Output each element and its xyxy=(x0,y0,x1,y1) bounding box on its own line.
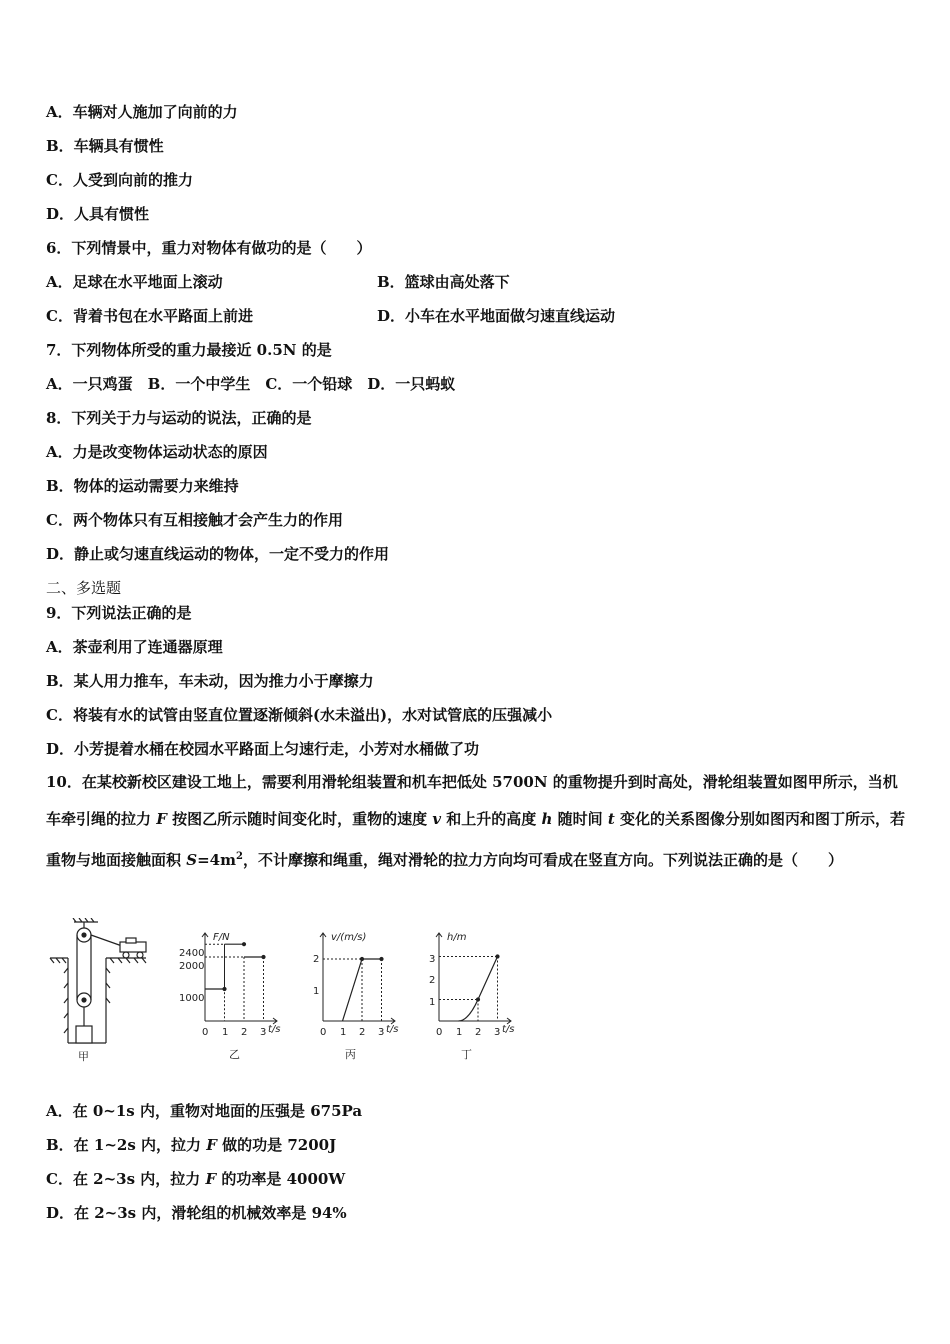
ding-x-label: t/s xyxy=(502,1024,515,1035)
q9-option-b: B．某人用力推车，车未动，因为推力小于摩擦力 xyxy=(46,672,374,690)
caption-ding: 丁 xyxy=(461,1048,472,1061)
q9-stem: 9．下列说法正确的是 xyxy=(46,604,192,622)
q9-option-d: D．小芳提着水桶在校园水平路面上匀速行走，小芳对水桶做了功 xyxy=(46,740,480,758)
q5-option-a: A．车辆对人施加了向前的力 xyxy=(46,103,238,121)
yi-ytick-2000: 2000 xyxy=(179,961,205,972)
q5-option-c: C．人受到向前的推力 xyxy=(46,171,193,189)
q7-stem: 7．下列物体所受的重力最接近 0.5N 的是 xyxy=(46,341,332,359)
q5-option-d: D．人具有惯性 xyxy=(46,205,150,223)
q10-option-c: C．在 2~3s 内，拉力 F 的功率是 4000W xyxy=(46,1170,346,1188)
yi-xtick-0: 0 xyxy=(202,1027,209,1038)
q10-stem: 10．在某校新校区建设工地上，需要利用滑轮组装置和机车把低处 5700N 的重物提升到时高处，滑轮组装置如图甲所示，当机车牵引绳的拉力 F 按图乙所示随时间变化时，重物的速度 v 和上升的高度 h 随时间 t 变化的关系图像分别如图丙和图丁所示，若重物与地面接触面积 $S=4m^2$，不计摩擦和绳重，绳对滑轮的拉力方向均可看成在竖直方向。下列说法正确的是（ ） xyxy=(46,773,906,869)
q10-figure xyxy=(46,918,526,1068)
yi-xtick-2: 2 xyxy=(241,1027,248,1038)
section-heading: 二、多选题 xyxy=(46,579,122,597)
graph-force xyxy=(179,932,281,1061)
ding-xtick-2: 2 xyxy=(475,1027,482,1038)
ding-ytick-3: 3 xyxy=(429,954,436,965)
q10-option-a: A．在 0~1s 内，重物对地面的压强是 675Pa xyxy=(46,1102,363,1120)
q5-option-b: B．车辆具有惯性 xyxy=(46,137,164,155)
yi-xtick-1: 1 xyxy=(222,1027,229,1038)
ding-y-label: h/m xyxy=(447,932,467,943)
q9-option-a: A．茶壶利用了连通器原理 xyxy=(46,638,223,656)
ding-xtick-3: 3 xyxy=(494,1027,501,1038)
q8-stem: 8．下列关于力与运动的说法，正确的是 xyxy=(46,409,312,427)
pulley-diagram xyxy=(50,918,146,1043)
q6-option-c: C．背着书包在水平路面上前进 xyxy=(46,307,253,325)
q8-option-c: C．两个物体只有互相接触才会产生力的作用 xyxy=(46,511,343,529)
caption-bing: 丙 xyxy=(345,1048,356,1061)
q6-option-b: B．篮球由高处落下 xyxy=(377,273,510,291)
velocity-point-1 xyxy=(360,957,363,960)
q7-options: A．一只鸡蛋 B．一个中学生 C．一个铅球 D．一只蚂蚁 xyxy=(46,375,456,393)
q8-option-d: D．静止或匀速直线运动的物体，一定不受力的作用 xyxy=(46,545,390,563)
q8-option-a: A．力是改变物体运动状态的原因 xyxy=(46,443,268,461)
ding-ytick-2: 2 xyxy=(429,975,436,986)
height-point-1 xyxy=(476,998,479,1001)
force-point-1 xyxy=(242,943,245,946)
q10-option-b: B．在 1~2s 内，拉力 F 做的功是 7200J xyxy=(46,1136,337,1154)
velocity-point-2 xyxy=(380,957,383,960)
graph-velocity xyxy=(313,932,399,1061)
ding-xtick-0: 0 xyxy=(436,1027,443,1038)
q6-stem: 6．下列情景中，重力对物体有做功的是（ ） xyxy=(46,239,372,257)
q6-option-d: D．小车在水平地面做匀速直线运动 xyxy=(377,307,616,325)
bing-xtick-1: 1 xyxy=(340,1027,347,1038)
ding-ytick-1: 1 xyxy=(429,997,436,1008)
caption-jia: 甲 xyxy=(78,1050,89,1063)
caption-yi: 乙 xyxy=(229,1048,240,1061)
yi-ytick-1000: 1000 xyxy=(179,993,205,1004)
bing-xtick-3: 3 xyxy=(378,1027,385,1038)
bing-xtick-2: 2 xyxy=(359,1027,366,1038)
bing-xtick-0: 0 xyxy=(320,1027,327,1038)
q9-option-c: C．将装有水的试管由竖直位置逐渐倾斜(水未溢出)，水对试管底的压强减小 xyxy=(46,706,553,724)
q8-option-b: B．物体的运动需要力来维持 xyxy=(46,477,239,495)
yi-xtick-3: 3 xyxy=(260,1027,267,1038)
q10-figure-svg xyxy=(46,918,526,1068)
graph-height xyxy=(429,932,515,1061)
bing-ytick-2: 2 xyxy=(313,954,320,965)
yi-x-label: t/s xyxy=(268,1024,281,1035)
height-curve xyxy=(459,957,498,1022)
bing-ytick-1: 1 xyxy=(313,986,320,997)
ding-xtick-1: 1 xyxy=(456,1027,463,1038)
bing-y-label: v/(m/s) xyxy=(331,932,367,943)
height-point-2 xyxy=(496,955,499,958)
q6-option-a: A．足球在水平地面上滚动 xyxy=(46,273,223,291)
yi-y-label: F/N xyxy=(213,932,230,943)
yi-ytick-2400: 2400 xyxy=(179,948,205,959)
bing-x-label: t/s xyxy=(386,1024,399,1035)
q10-option-d: D．在 2~3s 内，滑轮组的机械效率是 94% xyxy=(46,1204,347,1222)
